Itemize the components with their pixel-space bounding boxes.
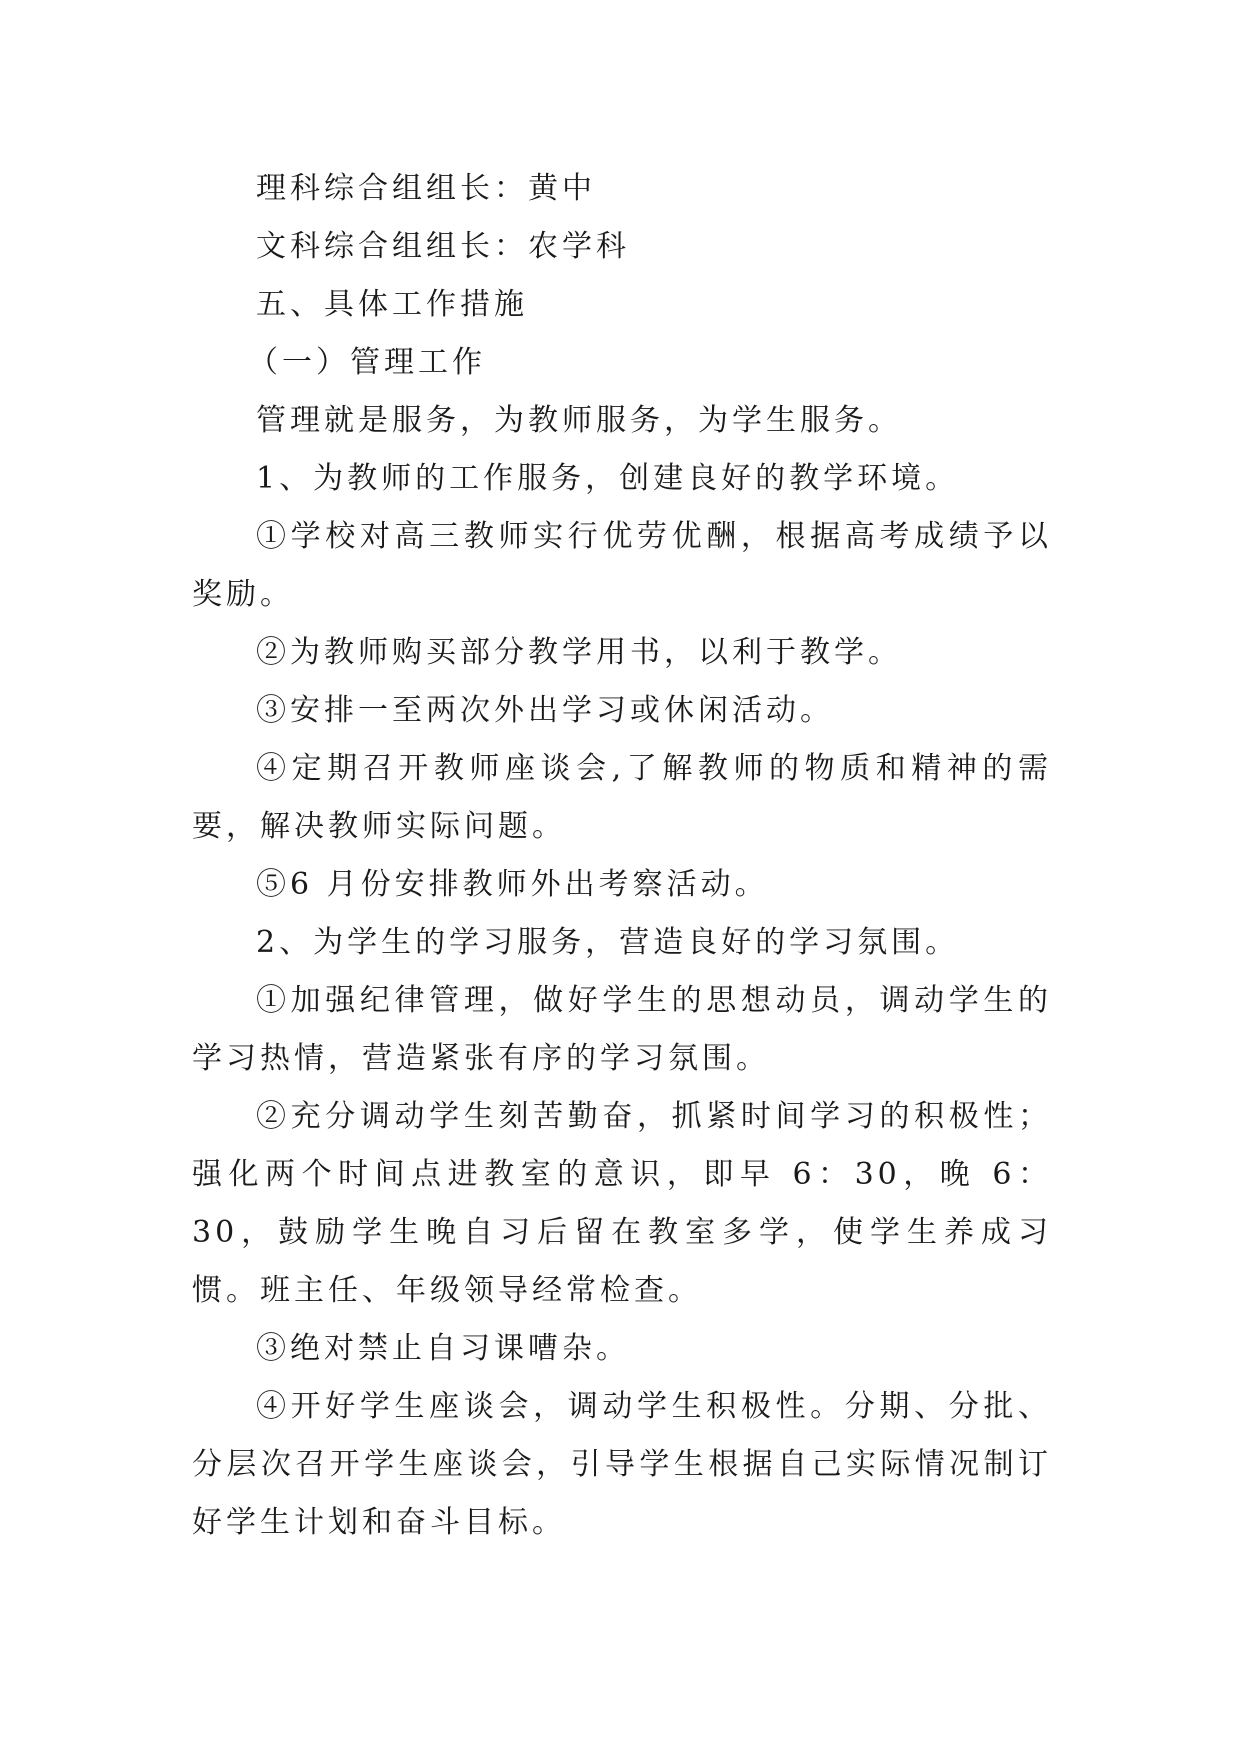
list-item: ①加强纪律管理，做好学生的思想动员，调动学生的学习热情，营造紧张有序的学习氛围。 [192, 983, 1052, 1076]
list-item: ④开好学生座谈会，调动学生积极性。分期、分批、分层次召开学生座谈会，引导学生根据自己实际情况制订好学生计划和奋斗目标。 [192, 1389, 1052, 1540]
paragraph: 2、为学生的学习服务，营造良好的学习氛围。 [256, 925, 960, 960]
paragraph: 管理就是服务，为教师服务，为学生服务。 [256, 403, 902, 438]
section-heading: 五、具体工作措施 [256, 287, 528, 322]
list-item: ②充分调动学生刻苦勤奋，抓紧时间学习的积极性；强化两个时间点进教室的意识，即早 6：30，晚 6：30，鼓励学生晚自习后留在教室多学，使学生养成习惯。班主任、年级领导经常检查。 [192, 1099, 1052, 1308]
list-item: ②为教师购买部分教学用书，以利于教学。 [256, 635, 902, 670]
list-item: ⑤6 月份安排教师外出考察活动。 [256, 867, 769, 902]
paragraph: 理科综合组组长：黄中 [256, 171, 596, 206]
list-item: ③绝对禁止自习课嘈杂。 [256, 1331, 630, 1366]
paragraph: 文科综合组组长：农学科 [256, 229, 630, 264]
list-item: ①学校对高三教师实行优劳优酬，根据高考成绩予以奖励。 [192, 519, 1052, 612]
list-item: ③安排一至两次外出学习或休闲活动。 [256, 693, 834, 728]
subsection-heading: （一）管理工作 [248, 345, 486, 380]
list-item: ④定期召开教师座谈会,了解教师的物质和精神的需要，解决教师实际问题。 [192, 751, 1052, 844]
paragraph: 1、为教师的工作服务，创建良好的教学环境。 [256, 461, 960, 496]
document-body [192, 160, 1052, 1552]
